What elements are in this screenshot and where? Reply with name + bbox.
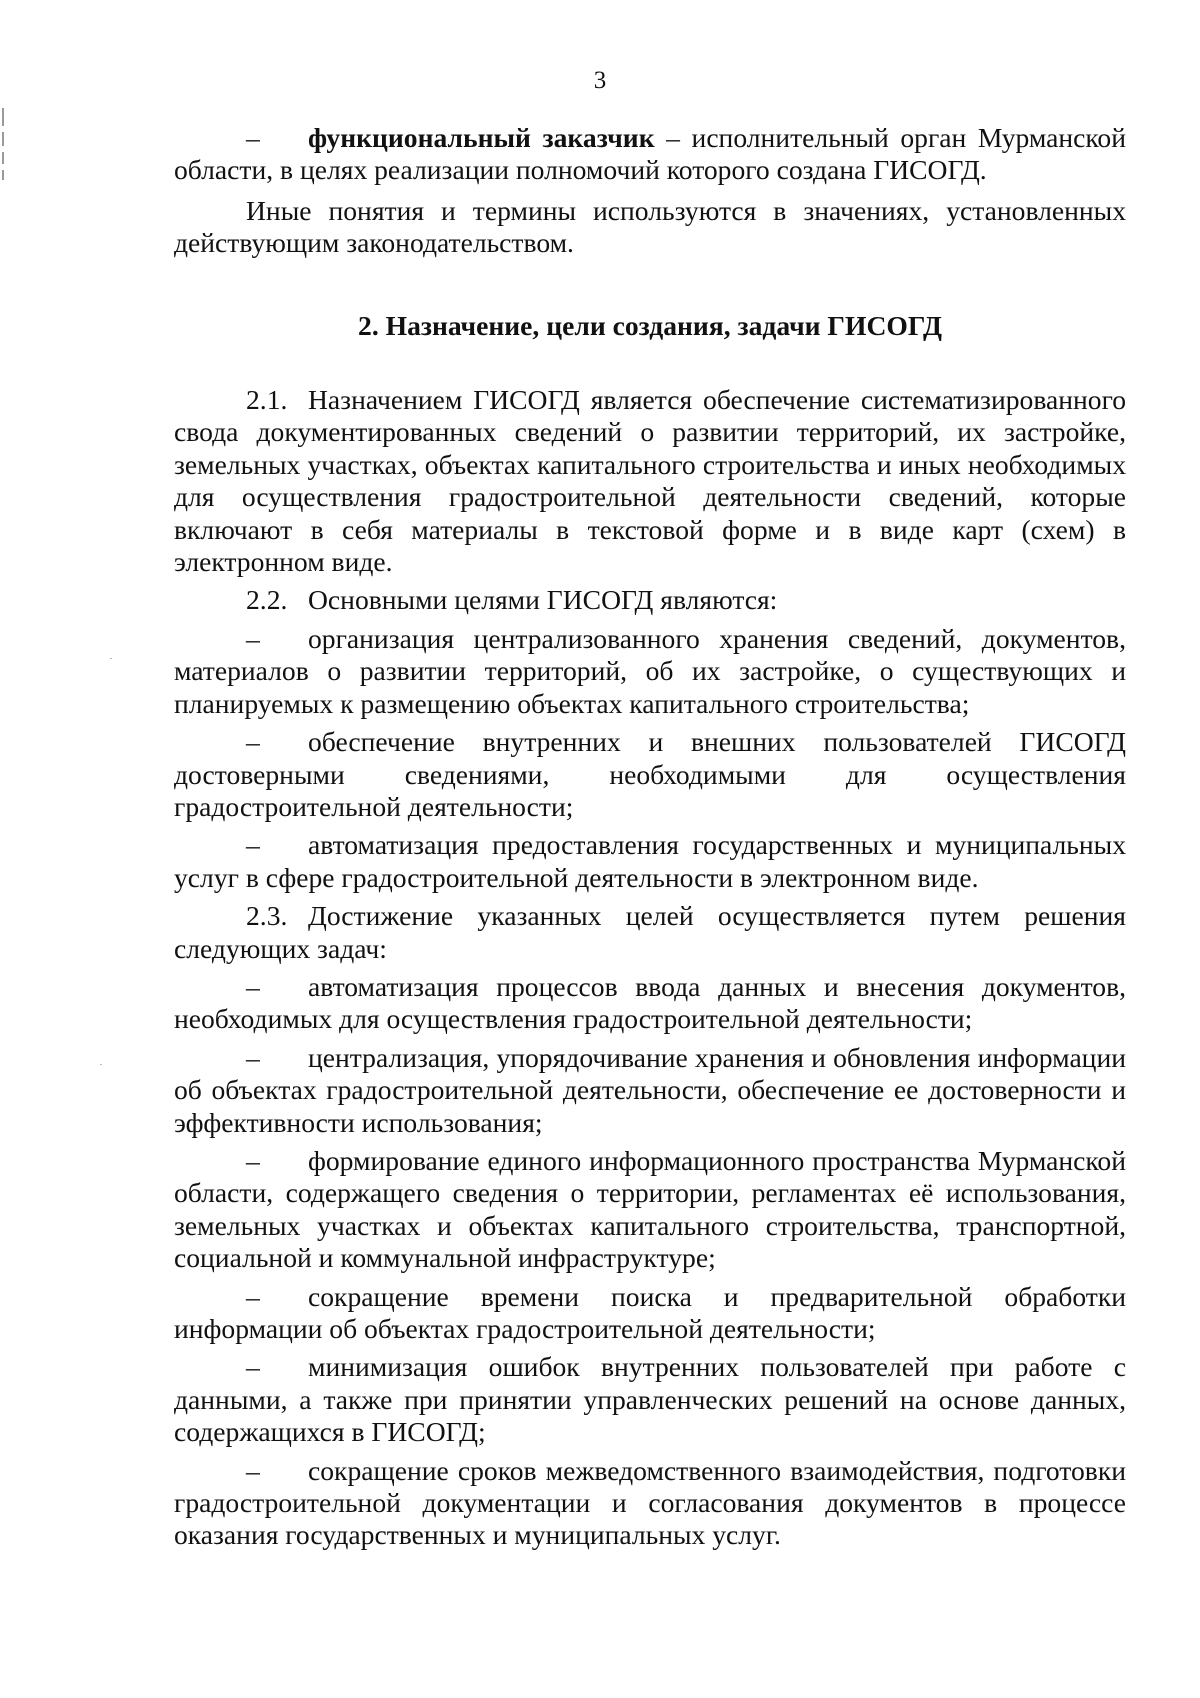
paragraph-number: 2.1. [246, 384, 288, 416]
scan-speck [100, 1064, 102, 1065]
dash-mark: – [246, 1351, 260, 1383]
task-item [174, 1281, 1126, 1346]
goal-item [174, 623, 1126, 720]
dash-mark: – [246, 1280, 260, 1312]
task-item [174, 1042, 1126, 1139]
task-text: сокращение времени поиска и предварительной обработки информации об объектах градостроительной деятельности; [174, 1280, 1126, 1344]
paragraph-2-2 [174, 584, 1126, 616]
dash-mark: – [246, 1041, 260, 1073]
section-heading: 2. Назначение, цели создания, задачи ГИСОГД [358, 309, 942, 341]
dash-mark: – [246, 122, 260, 153]
definition-functional-customer [174, 122, 1126, 187]
definition-text: исполнительный орган Мурманской области, в целях реализации полномочий которого создана ГИСОГД. [174, 122, 1126, 186]
scan-margin-marks [0, 108, 6, 198]
task-item [174, 1145, 1126, 1275]
dash-mark: – [246, 1144, 260, 1176]
dash-mark: – [246, 622, 260, 654]
term-bold-customer: заказчик [542, 122, 655, 153]
dash-mark: – [246, 726, 260, 758]
term-separator: – [666, 122, 680, 153]
dash-mark: – [246, 829, 260, 861]
task-text: формирование единого информационного пространства Мурманской области, содержащего сведения о территории, регламентах её использования, земельных участках и объектах капитального строительства, транспортной, социальной и коммунальной инфраструктуре; [174, 1144, 1126, 1274]
task-item [174, 971, 1126, 1036]
dash-mark: – [246, 970, 260, 1002]
dash-mark: – [246, 1454, 260, 1486]
task-text: централизация, упорядочивание хранения и обновления информации об объектах градостроительной деятельности, обеспечение ее достоверности и эффективности использования; [174, 1041, 1126, 1138]
task-item [174, 1351, 1126, 1448]
task-text: автоматизация процессов ввода данных и внесения документов, необходимых для осуществления градостроительной деятельности; [174, 970, 1126, 1035]
goal-text: автоматизация предоставления государственных и муниципальных услуг в сфере градостроительной деятельности в электронном виде. [174, 829, 1126, 893]
paragraph-number: 2.3. [246, 900, 288, 932]
goal-text: обеспечение внутренних и внешних пользователей ГИСОГД достоверными сведениями, необходимыми для осуществления градостроительной деятельности; [174, 726, 1126, 822]
page-number: 3 [593, 67, 607, 94]
term-bold-functional: функциональный [308, 122, 531, 153]
paragraph-2-3 [174, 900, 1126, 965]
task-item [174, 1455, 1126, 1552]
goal-text: организация централизованного хранения сведений, документов, материалов о развитии территорий, об их застройке, о существующих и планируемых к размещению объектах капитального строительства; [174, 622, 1126, 719]
scan-speck [110, 658, 112, 659]
goal-item [174, 829, 1126, 894]
paragraph-text: Основными целями ГИСОГД являются: [308, 584, 778, 616]
paragraph-2-1 [174, 384, 1126, 578]
task-text: минимизация ошибок внутренних пользователей при работе с данными, а также при принятии управленческих решений на основе данных, содержащихся в ГИСОГД; [174, 1351, 1126, 1448]
paragraph-other-terms: Иные понятия и термины используются в значениях, установленных действующим законодательством. [174, 194, 1126, 259]
paragraph-text: Назначением ГИСОГД является обеспечение систематизированного свода документированных сведений о развитии территорий, их застройке, земельных участках, объектах капитального строительства и иных необходимых для осуществления градостроительной деятельности сведений, которые включают в себя материалы в текстовой форме и в виде карт (схем) в электронном виде. [174, 384, 1126, 578]
goal-item [174, 726, 1126, 823]
paragraph-number: 2.2. [246, 584, 288, 616]
task-text: сокращение сроков межведомственного взаимодействия, подготовки градостроительной документации и согласования документов в процессе оказания государственных и муниципальных услуг. [174, 1454, 1126, 1551]
paragraph-text: Достижение указанных целей осуществляется путем решения следующих задач: [174, 900, 1126, 964]
document-body [174, 122, 1126, 1558]
